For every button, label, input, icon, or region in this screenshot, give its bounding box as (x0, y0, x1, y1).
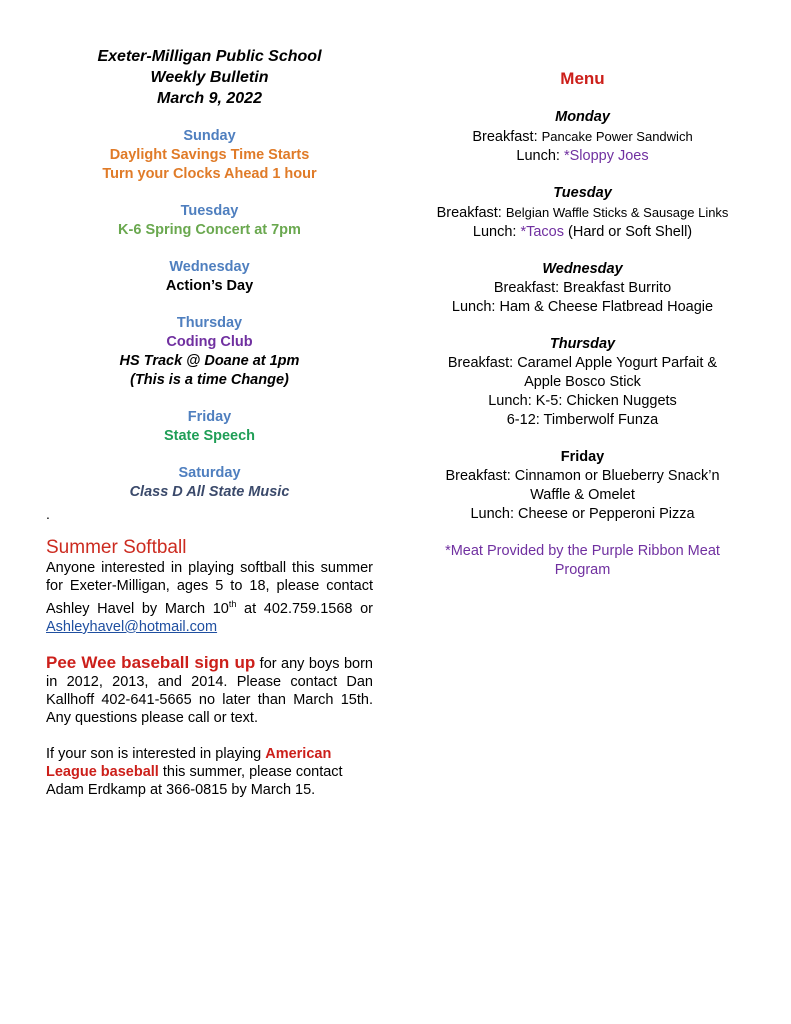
american-league-highlight: American League baseball (46, 745, 332, 780)
meat-note-cont: Program (554, 562, 611, 578)
schedule-saturday (46, 464, 373, 502)
menu-day-friday: Friday (560, 449, 605, 465)
menu-thursday (410, 335, 755, 430)
bulletin-date: March 9, 2022 (157, 90, 262, 107)
menu-day-tuesday: Tuesday (553, 185, 612, 201)
peewee-text: for any boys born in 2012, 2013, and 2014. Please contact Dan Kallhoff 402-641-5665 no later than March 15th. Any questions please call or text. (46, 655, 373, 726)
day-label-tuesday: Tuesday (180, 203, 239, 219)
event-text: Action’s Day (165, 278, 254, 294)
superscript: th (228, 599, 237, 609)
schedule-sunday (46, 127, 373, 184)
menu-tuesday (410, 184, 755, 242)
menu-breakfast: Breakfast: Caramel Apple Yogurt Parfait & (447, 355, 718, 371)
schedule-wednesday (46, 258, 373, 296)
school-name: Exeter-Milligan Public School (97, 48, 322, 65)
menu-breakfast: Breakfast: Cinnamon or Blueberry Snack’n (445, 468, 720, 484)
lunch-label: Lunch: (516, 148, 564, 164)
softball-text: Anyone interested in playing softball this summer for Exeter-Milligan, ages 5 to 18, please contact Ashley Havel by March 10 (46, 560, 373, 617)
event-text: K-6 Spring Concert at 7pm (118, 222, 301, 238)
american-text: If your son is interested in playing (46, 745, 266, 762)
event-text: (This is a time Change) (130, 372, 289, 388)
menu-monday (410, 108, 755, 166)
softball-text-2: at 402.759.1568 or (236, 600, 373, 617)
day-label-saturday: Saturday (178, 465, 241, 481)
stray-dot: . (46, 506, 50, 522)
event-text: Coding Club (166, 334, 253, 350)
menu-lunch: Lunch: Cheese or Pepperoni Pizza (470, 506, 695, 522)
breakfast-label: Breakfast: (472, 129, 542, 145)
day-label-sunday: Sunday (183, 128, 236, 144)
event-text: State Speech (163, 428, 256, 444)
menu-wednesday (410, 260, 755, 317)
day-label-friday: Friday (187, 409, 232, 425)
lunch-label: Lunch: (472, 224, 521, 240)
peewee-paragraph (46, 654, 373, 727)
event-text: Turn your Clocks Ahead 1 hour (102, 166, 317, 182)
menu-title: Menu (560, 69, 605, 88)
event-text: Class D All State Music (129, 484, 290, 500)
menu-day-thursday: Thursday (549, 336, 616, 352)
schedule-friday (46, 408, 373, 446)
menu-lunch: Lunch: Ham & Cheese Flatbread Hoagie (451, 299, 714, 315)
breakfast-label: Breakfast: (436, 205, 506, 221)
american-text-2: this summer, please contact Adam Erdkamp at 366-0815 by March 15. (46, 763, 343, 798)
schedule-thursday (46, 314, 373, 390)
lunch-item: *Tacos (520, 224, 564, 240)
email-link[interactable]: Ashleyhavel@hotmail.com (46, 618, 218, 635)
menu-lunch (410, 223, 755, 242)
day-label-wednesday: Wednesday (169, 259, 250, 275)
menu-breakfast-cont: Waffle & Omelet (530, 487, 635, 503)
menu-breakfast (410, 203, 755, 223)
bulletin-column (46, 46, 373, 799)
event-text: Daylight Savings Time Starts (109, 147, 310, 163)
day-label-thursday: Thursday (176, 315, 243, 331)
softball-heading: Summer Softball (46, 537, 187, 558)
lunch-extra: (Hard or Soft Shell) (563, 224, 693, 240)
schedule-tuesday (46, 202, 373, 240)
lunch-item: *Sloppy Joes (563, 148, 649, 164)
menu-day-wednesday: Wednesday (542, 261, 623, 277)
american-league-paragraph (46, 745, 373, 799)
menu-lunch (410, 147, 755, 166)
menu-lunch-cont: 6-12: Timberwolf Funza (506, 412, 659, 428)
menu-breakfast: Breakfast: Breakfast Burrito (493, 280, 672, 296)
breakfast-item: Belgian Waffle Sticks & Sausage Links (505, 205, 729, 220)
menu-day-monday: Monday (555, 109, 610, 125)
breakfast-item: Pancake Power Sandwich (541, 129, 693, 144)
menu-breakfast-cont: Apple Bosco Stick (524, 374, 641, 390)
softball-paragraph (46, 559, 373, 636)
bulletin-title: Weekly Bulletin (150, 69, 269, 86)
menu-lunch: Lunch: K-5: Chicken Nuggets (488, 393, 677, 409)
meat-note: *Meat Provided by the Purple Ribbon Meat (445, 543, 720, 559)
menu-breakfast (410, 127, 755, 147)
peewee-heading: Pee Wee baseball sign up (46, 652, 256, 672)
menu-friday (410, 448, 755, 524)
menu-column (410, 66, 755, 580)
event-text: HS Track @ Doane at 1pm (119, 353, 300, 369)
